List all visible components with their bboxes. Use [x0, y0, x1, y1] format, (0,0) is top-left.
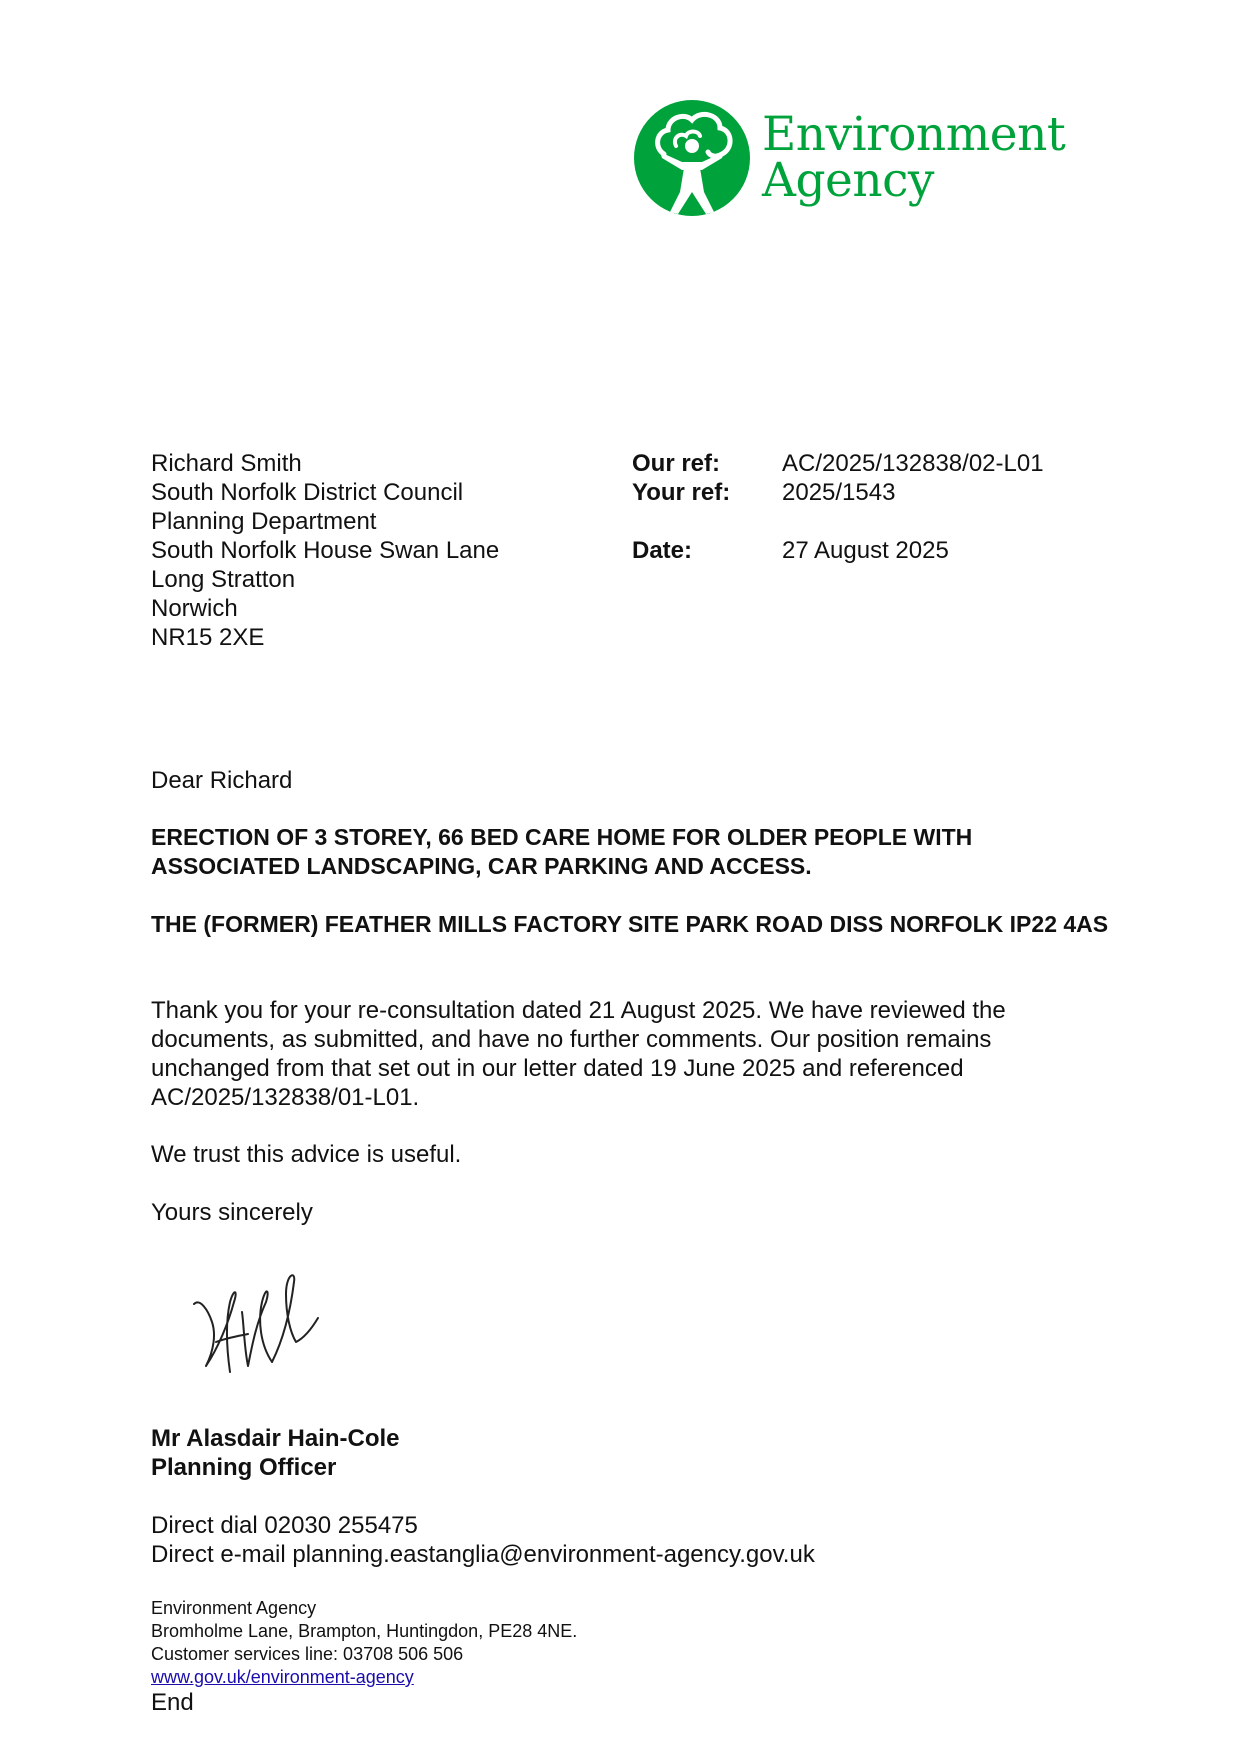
advice-sentence: We trust this advice is useful.	[151, 1141, 462, 1168]
signatory-title: Planning Officer	[151, 1454, 337, 1481]
date-label: Date:	[632, 537, 693, 564]
subject-heading-site: THE (FORMER) FEATHER MILLS FACTORY SITE PARK ROAD DISS NORFOLK IP22 4AS	[151, 911, 1109, 937]
tree-figure-icon	[632, 96, 752, 220]
closing: Yours sincerely	[151, 1199, 313, 1226]
footer-website-link[interactable]: www.gov.uk/environment-agency	[151, 1667, 414, 1687]
subject-heading-development: ERECTION OF 3 STOREY, 66 BED CARE HOME FOR OLDER PEOPLE WITH ASSOCIATED LANDSCAPING, CAR PARKING AND ACCESS.	[151, 824, 973, 879]
signatory-name: Mr Alasdair Hain-Cole	[151, 1425, 400, 1452]
direct-dial: Direct dial 02030 255475	[151, 1512, 418, 1539]
date-value: 27 August 2025	[782, 537, 949, 564]
recipient-street: South Norfolk House Swan Lane	[151, 537, 500, 564]
footer-street-address: Bromholme Lane, Brampton, Huntingdon, PE28 4NE.	[151, 1621, 578, 1641]
handwritten-signature	[186, 1262, 326, 1387]
recipient-name: Richard Smith	[151, 450, 302, 477]
footer-organisation: Environment Agency	[151, 1598, 317, 1618]
recipient-organisation: South Norfolk District Council	[151, 479, 464, 506]
logo-wordmark-line1: Environment	[762, 107, 1066, 162]
recipient-locality: Long Stratton	[151, 566, 296, 593]
your-ref-value: 2025/1543	[782, 479, 896, 506]
our-ref-value: AC/2025/132838/02-L01	[782, 450, 1044, 477]
recipient-department: Planning Department	[151, 508, 377, 535]
recipient-town: Norwich	[151, 595, 238, 622]
body-paragraph: Thank you for your re-consultation dated 21 August 2025. We have reviewed the documents, as submitted, and have no further comments. Our position remains unchanged from that set out in our letter dated 19 June 2025 and referenced AC/2025/132838/01-L01.	[151, 997, 1006, 1111]
environment-agency-logo	[632, 96, 1072, 226]
our-ref-label: Our ref:	[632, 450, 721, 477]
your-ref-label: Your ref:	[632, 479, 731, 506]
salutation: Dear Richard	[151, 767, 293, 794]
recipient-postcode: NR15 2XE	[151, 624, 265, 651]
footer-customer-line: Customer services line: 03708 506 506	[151, 1644, 464, 1664]
recipient-address	[151, 449, 499, 652]
footer-address	[151, 1597, 577, 1689]
direct-email: Direct e-mail planning.eastanglia@environment-agency.gov.uk	[151, 1541, 815, 1568]
end-marker: End	[151, 1689, 194, 1716]
logo-wordmark-line2: Agency	[762, 153, 934, 208]
